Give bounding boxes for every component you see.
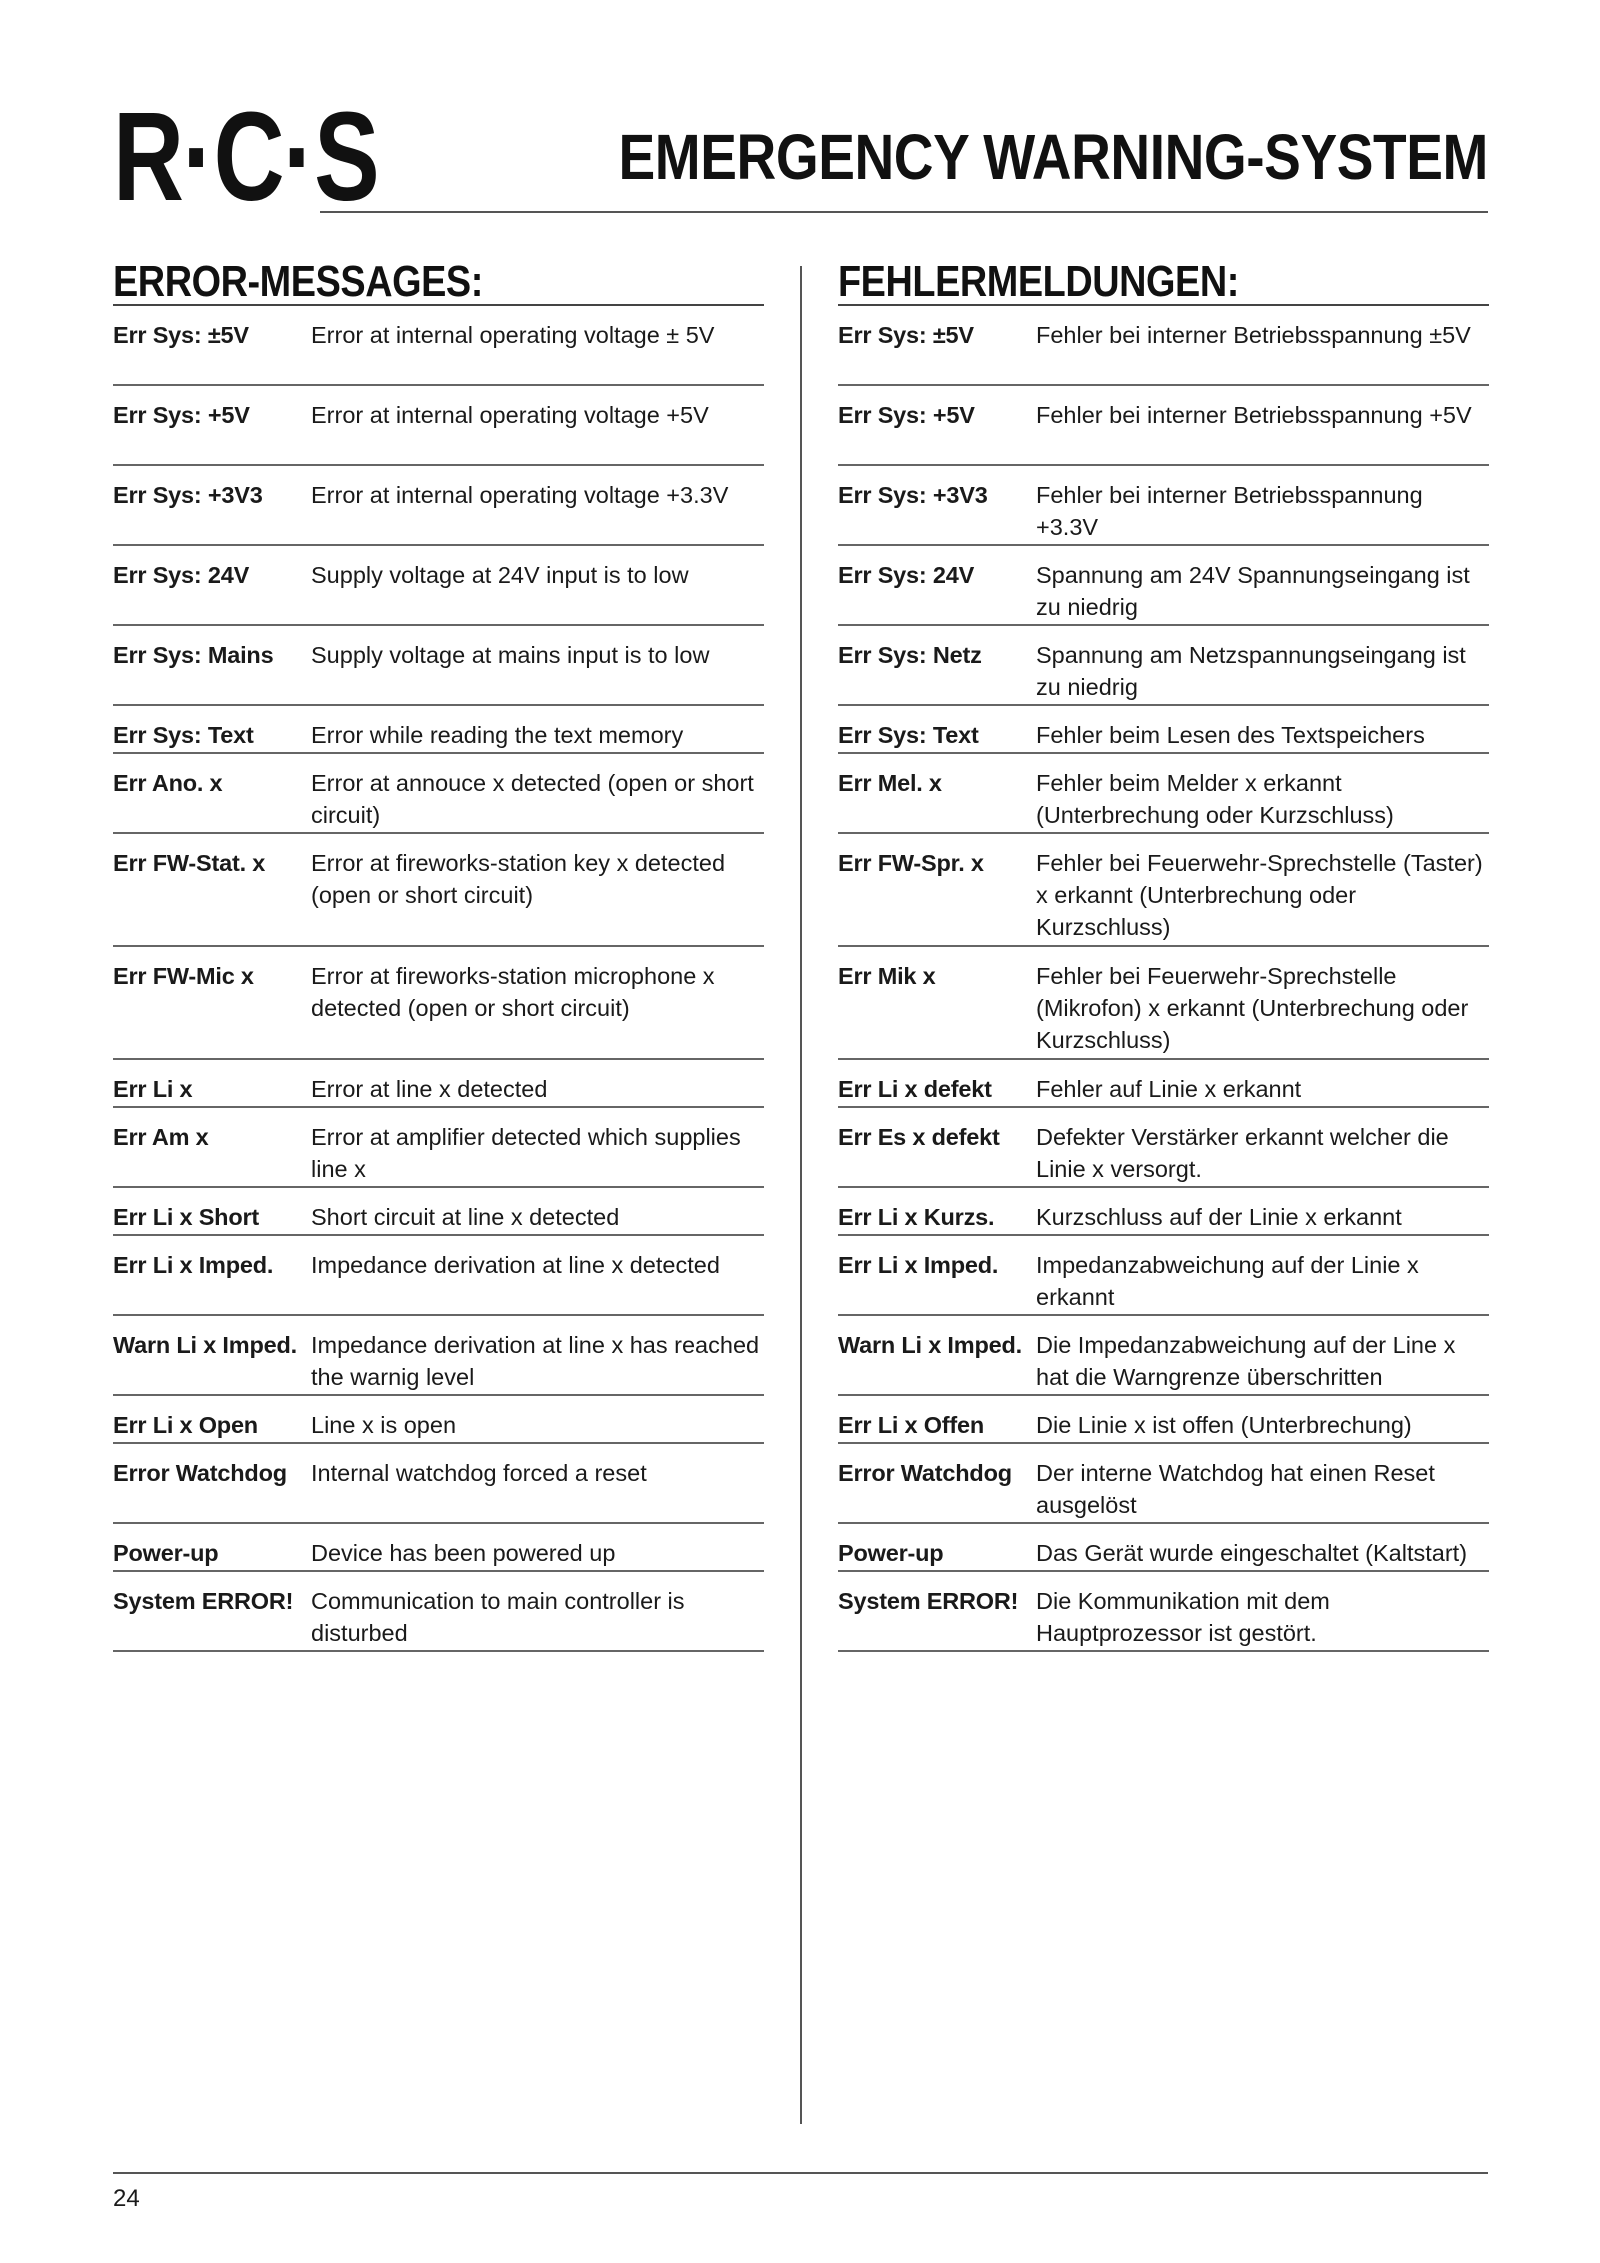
error-code: Err Sys: ±5V	[113, 322, 249, 348]
table-row	[838, 1188, 1489, 1236]
column-divider	[800, 266, 802, 2124]
error-messages-table	[113, 306, 764, 1652]
error-code: Err Sys: Netz	[838, 642, 982, 668]
error-description: Impedance derivation at line x has reached the warnig level	[311, 1332, 760, 1390]
error-description: Impedance derivation at line x detected	[311, 1252, 720, 1278]
error-code: Error Watchdog	[113, 1460, 287, 1486]
error-code: Err FW-Spr. x	[838, 850, 984, 876]
error-code: Error Watchdog	[838, 1460, 1012, 1486]
table-row	[113, 1060, 764, 1108]
error-description: Fehler auf Linie x erkannt	[1036, 1076, 1302, 1102]
table-row	[113, 386, 764, 466]
error-code: Err Li x Offen	[838, 1412, 985, 1438]
table-row	[838, 1524, 1489, 1572]
table-row	[838, 947, 1489, 1060]
table-row	[838, 754, 1489, 834]
table-row	[113, 306, 764, 386]
error-description: Die Kommunikation mit dem Hauptprozessor ist gestört.	[1036, 1588, 1330, 1646]
table-row	[113, 1188, 764, 1236]
table-row	[838, 306, 1489, 386]
footer-divider	[113, 2172, 1488, 2174]
error-code: Err Sys: +3V3	[113, 482, 263, 508]
fehlermeldungen-column	[838, 258, 1489, 1652]
error-description: Kurzschluss auf der Linie x erkannt	[1036, 1204, 1402, 1230]
table-row	[838, 546, 1489, 626]
error-description: Fehler bei Feuerwehr-Sprechstelle (Mikrofon) x erkannt (Unterbrechung oder Kurzschluss)	[1036, 963, 1469, 1053]
header-divider	[320, 211, 1488, 213]
error-code: Err Sys: +3V3	[838, 482, 988, 508]
error-description: Fehler beim Melder x erkannt (Unterbrechung oder Kurzschluss)	[1036, 770, 1394, 828]
table-row	[838, 1108, 1489, 1188]
error-code: Power-up	[113, 1540, 219, 1566]
error-code: Err Ano. x	[113, 770, 223, 796]
error-code: Err Li x Imped.	[113, 1252, 274, 1278]
error-description: Communication to main controller is disturbed	[311, 1588, 685, 1646]
table-row	[838, 386, 1489, 466]
error-code: Err Mel. x	[838, 770, 942, 796]
error-code: Warn Li x Imped.	[838, 1332, 1022, 1358]
error-description: Fehler bei Feuerwehr-Sprechstelle (Taster) x erkannt (Unterbrechung oder Kurzschluss)	[1036, 850, 1483, 940]
error-description: Short circuit at line x detected	[311, 1204, 620, 1230]
error-messages-heading: ERROR-MESSAGES:	[113, 257, 483, 306]
error-description: Error at fireworks-station key x detected (open or short circuit)	[311, 850, 726, 908]
error-code: Err Es x defekt	[838, 1124, 1000, 1150]
error-description: Error at amplifier detected which supplies line x	[311, 1124, 741, 1182]
error-description: Error at internal operating voltage +3.3V	[311, 482, 729, 508]
error-description: Error at fireworks-station microphone x detected (open or short circuit)	[311, 963, 715, 1021]
error-description: Error at line x detected	[311, 1076, 548, 1102]
error-description: Fehler bei interner Betriebsspannung +3.3V	[1036, 482, 1423, 540]
document-title: EMERGENCY WARNING-SYSTEM	[618, 121, 1488, 193]
error-description: Supply voltage at mains input is to low	[311, 642, 710, 668]
error-code: Err Sys: 24V	[838, 562, 975, 588]
table-row	[838, 1396, 1489, 1444]
table-row	[113, 1572, 764, 1652]
error-description: Spannung am 24V Spannungseingang ist zu niedrig	[1036, 562, 1470, 620]
table-row	[838, 706, 1489, 754]
error-code: Warn Li x Imped.	[113, 1332, 297, 1358]
error-code: Err Li x Short	[113, 1204, 260, 1230]
error-description: Error at internal operating voltage ± 5V	[311, 322, 715, 348]
error-code: System ERROR!	[113, 1588, 294, 1614]
table-row	[838, 1444, 1489, 1524]
fehlermeldungen-table	[838, 306, 1489, 1652]
table-row	[113, 1236, 764, 1316]
fehlermeldungen-heading: FEHLERMELDUNGEN:	[838, 257, 1239, 306]
error-description: Spannung am Netzspannungseingang ist zu niedrig	[1036, 642, 1466, 700]
table-row	[838, 626, 1489, 706]
table-row	[113, 1108, 764, 1188]
table-row	[113, 626, 764, 706]
table-row	[838, 466, 1489, 546]
table-row	[113, 546, 764, 626]
error-description: Supply voltage at 24V input is to low	[311, 562, 689, 588]
error-code: Err Sys: ±5V	[838, 322, 974, 348]
table-row	[113, 947, 764, 1060]
table-row	[113, 1396, 764, 1444]
error-description: Defekter Verstärker erkannt welcher die Linie x versorgt.	[1036, 1124, 1449, 1182]
table-row	[838, 1316, 1489, 1396]
table-row	[838, 1060, 1489, 1108]
error-code: Err Li x Open	[113, 1412, 258, 1438]
error-messages-column	[113, 258, 764, 1652]
page-number: 24	[113, 2185, 140, 2212]
error-description: Fehler bei interner Betriebsspannung +5V	[1036, 402, 1472, 428]
error-description: Der interne Watchdog hat einen Reset ausgelöst	[1036, 1460, 1435, 1518]
error-description: Die Impedanzabweichung auf der Line x hat die Warngrenze überschritten	[1036, 1332, 1456, 1390]
error-description: Internal watchdog forced a reset	[311, 1460, 647, 1486]
table-row	[113, 706, 764, 754]
table-row	[113, 754, 764, 834]
error-code: Err FW-Stat. x	[113, 850, 266, 876]
table-row	[838, 1572, 1489, 1652]
error-description: Die Linie x ist offen (Unterbrechung)	[1036, 1412, 1412, 1438]
error-code: Err Sys: Text	[838, 722, 979, 748]
error-description: Error at annouce x detected (open or short circuit)	[311, 770, 754, 828]
error-code: Err Sys: +5V	[838, 402, 975, 428]
error-code: Err Mik x	[838, 963, 936, 989]
error-description: Fehler beim Lesen des Textspeichers	[1036, 722, 1425, 748]
error-code: Err Li x Imped.	[838, 1252, 999, 1278]
table-row	[838, 1236, 1489, 1316]
error-code: Err Li x defekt	[838, 1076, 992, 1102]
table-row	[113, 1524, 764, 1572]
error-code: Err Sys: 24V	[113, 562, 250, 588]
error-description: Das Gerät wurde eingeschaltet (Kaltstart)	[1036, 1540, 1468, 1566]
error-description: Fehler bei interner Betriebsspannung ±5V	[1036, 322, 1471, 348]
error-description: Device has been powered up	[311, 1540, 616, 1566]
table-row	[838, 834, 1489, 947]
error-code: System ERROR!	[838, 1588, 1019, 1614]
error-code: Err Sys: +5V	[113, 402, 250, 428]
error-code: Err Am x	[113, 1124, 209, 1150]
table-row	[113, 1316, 764, 1396]
error-code: Err Sys: Mains	[113, 642, 274, 668]
error-description: Impedanzabweichung auf der Linie x erkannt	[1036, 1252, 1419, 1310]
table-row	[113, 1444, 764, 1524]
error-code: Err Sys: Text	[113, 722, 254, 748]
error-description: Error while reading the text memory	[311, 722, 684, 748]
error-description: Error at internal operating voltage +5V	[311, 402, 709, 428]
table-row	[113, 466, 764, 546]
error-code: Err Li x	[113, 1076, 193, 1102]
error-description: Line x is open	[311, 1412, 457, 1438]
rcs-logo: R·C·S	[113, 86, 379, 227]
error-code: Err FW-Mic x	[113, 963, 254, 989]
error-code: Err Li x Kurzs.	[838, 1204, 995, 1230]
error-code: Power-up	[838, 1540, 944, 1566]
table-row	[113, 834, 764, 947]
